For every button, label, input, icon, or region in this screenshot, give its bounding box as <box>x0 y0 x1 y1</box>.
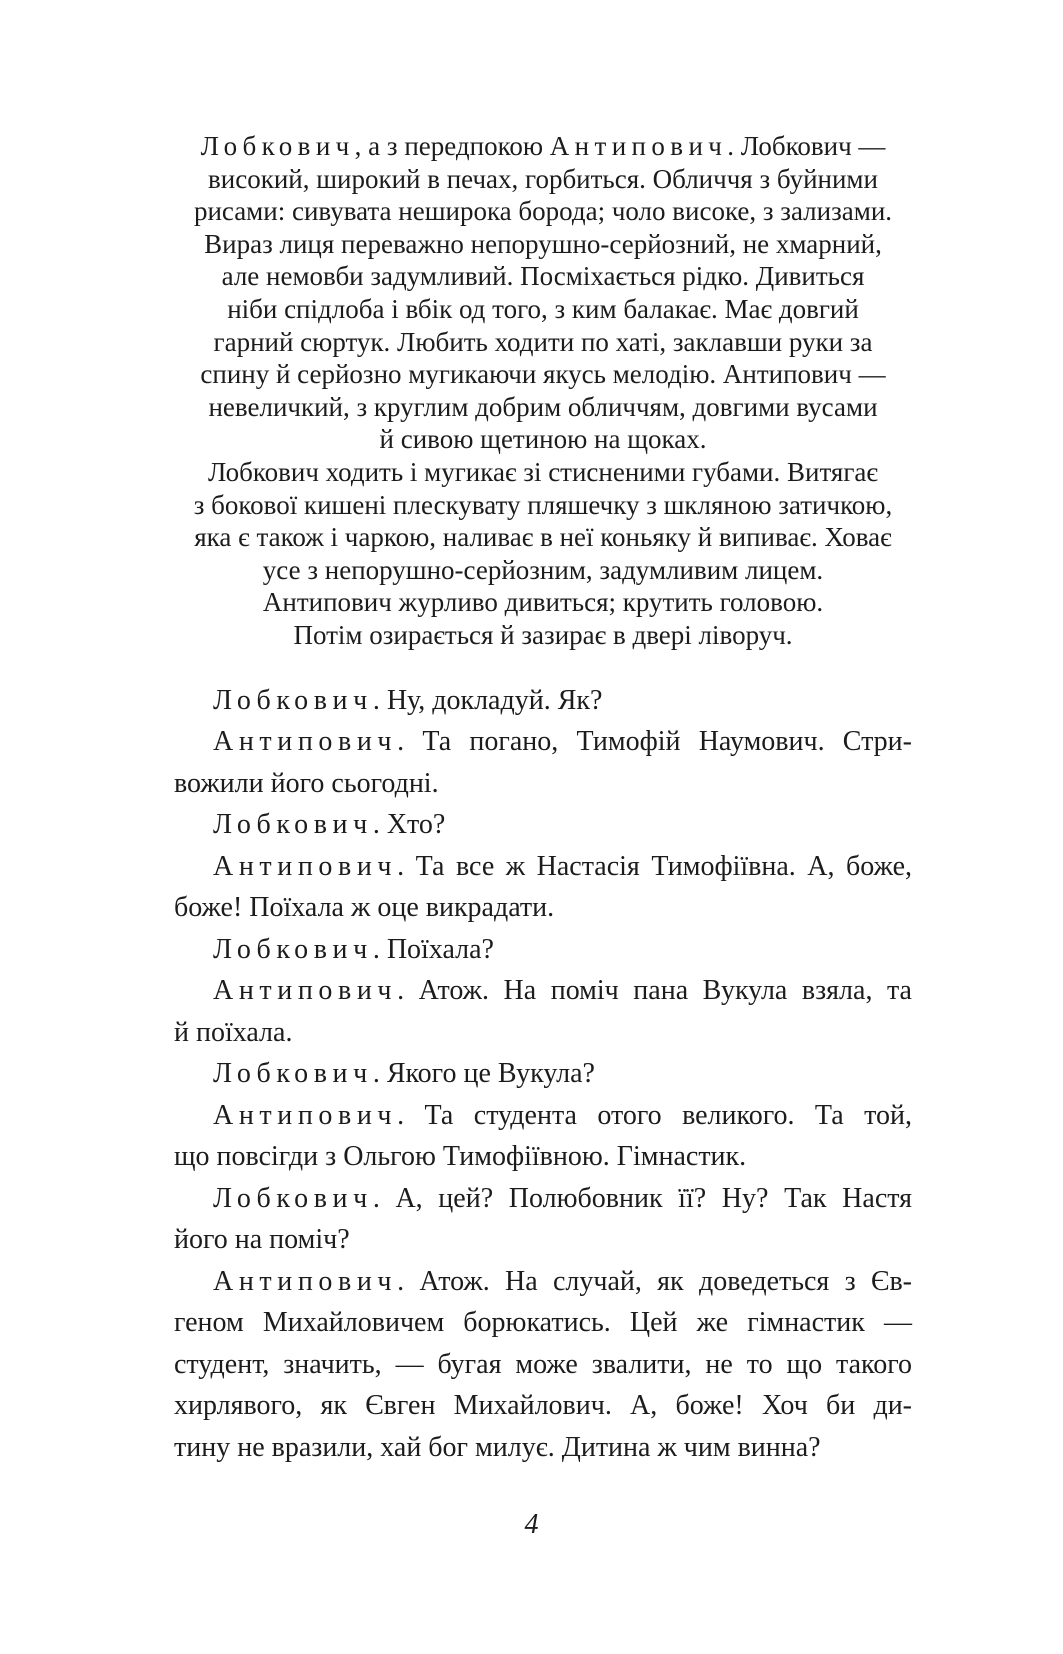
dialogue-line <box>174 970 912 1012</box>
stage-text: яка є також і чаркою, наливає в неї коньяку й випиває. Ховає <box>194 522 892 553</box>
stage-direction <box>174 130 912 652</box>
stage-direction-line <box>174 326 912 359</box>
dialogue-line <box>174 1427 912 1469</box>
dialogue-line <box>174 887 912 929</box>
dialogue-text: й поїхала. <box>174 1016 293 1048</box>
speaker-name: Лобкович <box>213 809 373 840</box>
dialogue-text: . Хто? <box>372 809 446 840</box>
dialogue-text: . Та все ж Настасія Тимофіївна. А, боже, <box>397 850 912 882</box>
dialogue-text: . Якого це Вукула? <box>372 1058 595 1089</box>
stage-text: усе з непорушно-серйозним, задумливим лицем. <box>262 554 824 585</box>
speaker-name: Антипович <box>213 1265 398 1297</box>
dialogue-line <box>174 680 912 722</box>
dialogue-line <box>174 804 912 846</box>
stage-direction-line <box>174 619 912 652</box>
stage-direction-line <box>174 391 912 424</box>
stage-text: рисами: сивувата неширока борода; чоло високе, з зализами. <box>193 196 893 227</box>
dialogue-text: боже! Поїхала ж оце викрадати. <box>174 892 555 923</box>
stage-direction-line <box>174 228 912 261</box>
page-number: 4 <box>524 1509 539 1540</box>
stage-direction-line <box>174 489 912 522</box>
stage-direction-line <box>174 260 912 293</box>
dialogue-text: . Та погано, Тимофій Наумович. Стри- <box>397 726 912 757</box>
dialogue-line <box>174 1385 912 1427</box>
stage-text: з бокової кишені плескувату пляшечку з шкляною затичкою, <box>193 489 893 520</box>
stage-direction-line <box>174 554 912 587</box>
dialogue-text: . Поїхала? <box>372 933 494 965</box>
stage-direction-line <box>174 130 912 163</box>
dialogue-text: . Атож. На случай, як доведеться з Єв- <box>397 1265 912 1297</box>
dialogue-line <box>174 1095 912 1137</box>
dialogue-text: хирлявого, як Євген Михайлович. А, боже! Хоч би ди- <box>174 1390 912 1421</box>
stage-text: Лобкович ходить і мугикає зі стисненими губами. Витягає <box>208 456 878 487</box>
dialogue-text: його на поміч? <box>174 1224 350 1255</box>
dialogue-text: тину не вразили, хай бог милує. Дитина ж чим винна? <box>174 1431 821 1463</box>
dialogue-text: геном Михайловичем борюкатись. Цей же гімнастик — <box>174 1307 912 1338</box>
speaker-name: Лобкович <box>213 933 373 965</box>
stage-text: , а з передпокою <box>354 131 550 161</box>
stage-direction-line <box>174 195 912 228</box>
dialogue-text: . Та студента отого великого. Та той, <box>397 1099 912 1131</box>
stage-text: гарний сюртук. Любить ходити по хаті, заклавши руки за <box>213 326 873 357</box>
dialogue-text: . Атож. На поміч пана Вукула взяла, та <box>397 975 912 1006</box>
dialogue-line <box>174 721 912 763</box>
stage-text: невеличкий, з круглим добрим обличчям, довгими вусами <box>208 391 878 422</box>
speaker-name: Лобкович <box>213 684 373 716</box>
stage-direction-line <box>174 456 912 489</box>
stage-text: високий, широкий в печах, горбиться. Обличчя з буйними <box>208 163 878 194</box>
dialogue-text: вожили його сьогодні. <box>174 767 439 799</box>
dialogue-text: . А, цей? Полюбовник її? Ну? Так Настя <box>372 1182 912 1214</box>
dialogue-line <box>174 1344 912 1386</box>
speaker-name: Антипович <box>213 1099 398 1131</box>
dialogue-text: . Ну, докладуй. Як? <box>372 684 603 716</box>
stage-direction-line <box>174 358 912 391</box>
page-text-block <box>174 130 912 1468</box>
speaker-name: Лобкович <box>200 131 355 161</box>
stage-text: й сивою щетиною на щоках. <box>379 424 707 455</box>
stage-direction-line <box>174 521 912 554</box>
dialogue-line <box>174 763 912 805</box>
dialogue-line <box>174 1178 912 1220</box>
stage-text: ніби спідлоба і вбік од того, з ким балакає. Має довгий <box>227 293 859 324</box>
dialogue-line <box>174 929 912 971</box>
dialogue-text: студент, значить, — бугая може звалити, не то що такого <box>174 1348 912 1380</box>
dialogue-line <box>174 1302 912 1344</box>
stage-direction-line <box>174 423 912 456</box>
dialogue-line <box>174 846 912 888</box>
dialogue-text: що повсігди з Ольгою Тимофіївною. Гімнастик. <box>174 1141 747 1172</box>
stage-text: спину й серйозно мугикаючи якусь мелодію. Антипович — <box>200 359 886 390</box>
dialogue-line <box>174 1053 912 1095</box>
stage-text: Потім озирається й зазирає в двері ліворуч. <box>293 619 793 650</box>
stage-text: Вираз лиця переважно непорушно-серйозний, не хмарний, <box>204 228 882 259</box>
speaker-name: Лобкович <box>213 1182 373 1214</box>
dialogue-line <box>174 1219 912 1261</box>
speaker-name: Антипович <box>213 726 398 757</box>
speaker-name: Антипович <box>549 131 728 161</box>
dialogue-line <box>174 1136 912 1178</box>
dialogue-line <box>174 1261 912 1303</box>
stage-direction-line <box>174 293 912 326</box>
speaker-name: Антипович <box>213 975 398 1006</box>
stage-direction-line <box>174 586 912 619</box>
dialogue <box>174 680 912 1469</box>
dialogue-line <box>174 1012 912 1054</box>
stage-text: . Лобкович — <box>727 131 886 161</box>
speaker-name: Лобкович <box>213 1058 373 1089</box>
stage-direction-line <box>174 163 912 196</box>
speaker-name: Антипович <box>213 850 398 882</box>
stage-text: Антипович журливо дивиться; крутить головою. <box>262 587 824 618</box>
stage-text: але немовби задумливий. Посміхається рідко. Дивиться <box>221 261 865 292</box>
